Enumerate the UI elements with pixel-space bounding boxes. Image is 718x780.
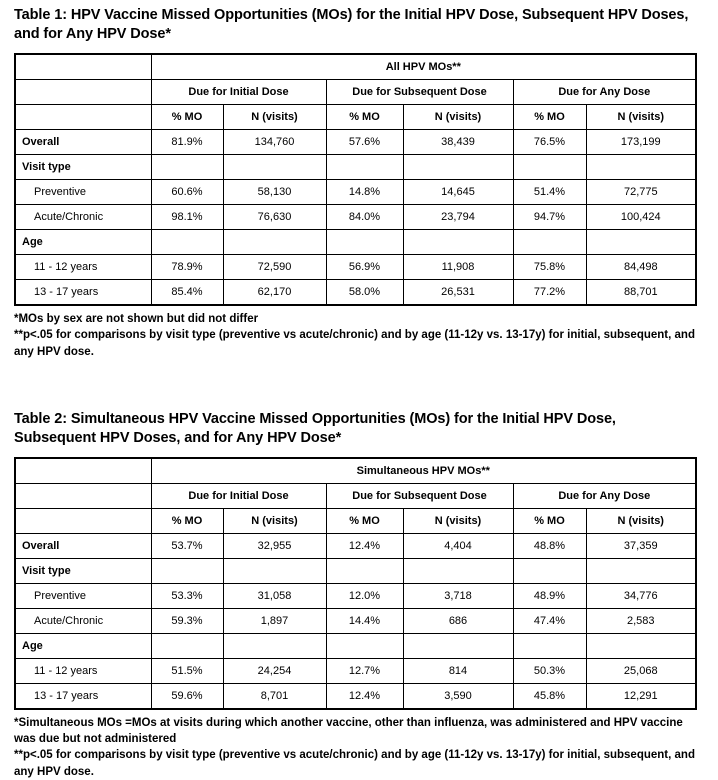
row-label: Age [15,633,151,658]
cell-value: 76.5% [513,129,586,154]
cell-value [223,633,326,658]
row-acute-chronic [15,204,696,229]
cell-value [403,154,513,179]
row-label: 11 - 12 years [15,658,151,683]
cell-value [586,558,696,583]
table2-simultaneous-hpv-missed-opportunities [14,457,697,710]
table1-subheader-row [15,104,696,129]
table1-title: Table 1: HPV Vaccine Missed Opportunities (MOs) for the Initial HPV Dose, Subsequent HPV Doses, and for Any HPV Dose* [14,7,689,43]
cell-value: 84,498 [586,254,696,279]
cell-value [326,633,403,658]
cell-value: 14.8% [326,179,403,204]
cell-value: 57.6% [326,129,403,154]
cell-value: 14.4% [326,608,403,633]
col-header-pct-mo: % MO [326,104,403,129]
row-age [15,633,696,658]
cell-value: 48.8% [513,533,586,558]
group-header-subsequent-dose: Due for Subsequent Dose [326,79,513,104]
row-overall [15,129,696,154]
cell-value: 45.8% [513,683,586,709]
cell-value: 94.7% [513,204,586,229]
table2-subheader-row [15,508,696,533]
cell-value: 50.3% [513,658,586,683]
cell-value [326,229,403,254]
cell-value: 85.4% [151,279,223,305]
row-13-17-years [15,683,696,709]
cell-value: 25,068 [586,658,696,683]
table1-group-header-row [15,79,696,104]
cell-value [586,633,696,658]
cell-value [403,633,513,658]
table1-footnotes [14,311,695,360]
table1-footnote-2: **p<.05 for comparisons by visit type (preventive vs acute/chronic) and by age (11-12y vs. 13-17y) for initial, subsequent, and any HPV dose. [14,329,695,358]
row-label: Overall [15,129,151,154]
corner-cell [15,54,151,80]
row-11-12-years [15,658,696,683]
cell-value: 84.0% [326,204,403,229]
cell-value [151,154,223,179]
col-header-n-visits: N (visits) [403,104,513,129]
cell-value [223,229,326,254]
table2-span-header-row [15,458,696,484]
cell-value: 2,583 [586,608,696,633]
col-header-pct-mo: % MO [151,104,223,129]
cell-value: 32,955 [223,533,326,558]
group-header-initial-dose: Due for Initial Dose [151,483,326,508]
cell-value: 31,058 [223,583,326,608]
cell-value: 78.9% [151,254,223,279]
cell-value [326,558,403,583]
cell-value: 3,718 [403,583,513,608]
cell-value [586,229,696,254]
cell-value: 12.7% [326,658,403,683]
cell-value: 72,590 [223,254,326,279]
row-label: Overall [15,533,151,558]
row-label: 13 - 17 years [15,683,151,709]
cell-value: 53.3% [151,583,223,608]
cell-value: 1,897 [223,608,326,633]
cell-value: 51.5% [151,658,223,683]
row-label: Age [15,229,151,254]
row-label: Visit type [15,154,151,179]
group-header-subsequent-dose: Due for Subsequent Dose [326,483,513,508]
table2-title: Table 2: Simultaneous HPV Vaccine Missed Opportunities (MOs) for the Initial HPV Dose, Subsequent HPV Doses, and for Any HPV Dose* [14,410,616,447]
cell-value: 8,701 [223,683,326,709]
cell-value: 134,760 [223,129,326,154]
cell-value: 48.9% [513,583,586,608]
group-header-initial-dose: Due for Initial Dose [151,79,326,104]
cell-value [151,633,223,658]
cell-value: 12.4% [326,533,403,558]
cell-value [513,229,586,254]
row-label: Preventive [15,179,151,204]
cell-value: 58.0% [326,279,403,305]
cell-value [151,558,223,583]
cell-value: 12,291 [586,683,696,709]
table2-footnote-2: **p<.05 for comparisons by visit type (preventive vs acute/chronic) and by age (11-12y vs. 13-17y) for initial, subsequent, and any HPV dose. [14,749,695,778]
cell-value: 23,794 [403,204,513,229]
cell-value [513,633,586,658]
cell-value [403,558,513,583]
cell-value: 12.4% [326,683,403,709]
col-header-n-visits: N (visits) [586,104,696,129]
table1-footnote-1: *MOs by sex are not shown but did not differ [14,312,259,325]
cell-value: 814 [403,658,513,683]
col-header-pct-mo: % MO [151,508,223,533]
row-label: Acute/Chronic [15,608,151,633]
cell-value: 4,404 [403,533,513,558]
row-13-17-years [15,279,696,305]
cell-value: 59.3% [151,608,223,633]
cell-value [513,558,586,583]
cell-value: 77.2% [513,279,586,305]
row-preventive [15,179,696,204]
row-11-12-years [15,254,696,279]
cell-value: 98.1% [151,204,223,229]
table2-span-header: Simultaneous HPV MOs** [151,458,696,484]
cell-value: 75.8% [513,254,586,279]
cell-value: 26,531 [403,279,513,305]
cell-value: 24,254 [223,658,326,683]
table1-span-header-row [15,54,696,80]
row-visit-type [15,154,696,179]
row-age [15,229,696,254]
row-label: 11 - 12 years [15,254,151,279]
row-label: Acute/Chronic [15,204,151,229]
corner-cell [15,458,151,484]
col-header-pct-mo: % MO [513,508,586,533]
col-header-n-visits: N (visits) [403,508,513,533]
col-header-n-visits: N (visits) [223,508,326,533]
cell-value: 62,170 [223,279,326,305]
table1-span-header: All HPV MOs** [151,54,696,80]
corner-cell [15,483,151,508]
cell-value: 34,776 [586,583,696,608]
cell-value [151,229,223,254]
corner-cell [15,79,151,104]
col-header-pct-mo: % MO [326,508,403,533]
cell-value: 81.9% [151,129,223,154]
table2-group-header-row [15,483,696,508]
row-preventive [15,583,696,608]
cell-value: 14,645 [403,179,513,204]
cell-value: 88,701 [586,279,696,305]
cell-value [326,154,403,179]
cell-value: 11,908 [403,254,513,279]
cell-value [403,229,513,254]
cell-value [586,154,696,179]
row-overall [15,533,696,558]
col-header-n-visits: N (visits) [586,508,696,533]
row-visit-type [15,558,696,583]
row-label: Visit type [15,558,151,583]
col-header-pct-mo: % MO [513,104,586,129]
cell-value: 51.4% [513,179,586,204]
cell-value: 72,775 [586,179,696,204]
cell-value [223,154,326,179]
cell-value: 686 [403,608,513,633]
table2-footnotes [14,715,695,780]
table1-hpv-missed-opportunities [14,53,697,306]
group-header-any-dose: Due for Any Dose [513,79,696,104]
cell-value: 3,590 [403,683,513,709]
col-header-n-visits: N (visits) [223,104,326,129]
cell-value: 53.7% [151,533,223,558]
cell-value: 38,439 [403,129,513,154]
cell-value: 59.6% [151,683,223,709]
cell-value: 47.4% [513,608,586,633]
cell-value: 173,199 [586,129,696,154]
row-label: Preventive [15,583,151,608]
cell-value: 12.0% [326,583,403,608]
row-label: 13 - 17 years [15,279,151,305]
cell-value [223,558,326,583]
corner-cell [15,104,151,129]
cell-value: 76,630 [223,204,326,229]
cell-value: 58,130 [223,179,326,204]
cell-value [513,154,586,179]
cell-value: 100,424 [586,204,696,229]
row-acute-chronic [15,608,696,633]
cell-value: 60.6% [151,179,223,204]
table2-footnote-1: *Simultaneous MOs =MOs at visits during which another vaccine, other than influenza, was administered and HPV vaccine was due but not administered [14,716,683,745]
corner-cell [15,508,151,533]
group-header-any-dose: Due for Any Dose [513,483,696,508]
cell-value: 37,359 [586,533,696,558]
cell-value: 56.9% [326,254,403,279]
